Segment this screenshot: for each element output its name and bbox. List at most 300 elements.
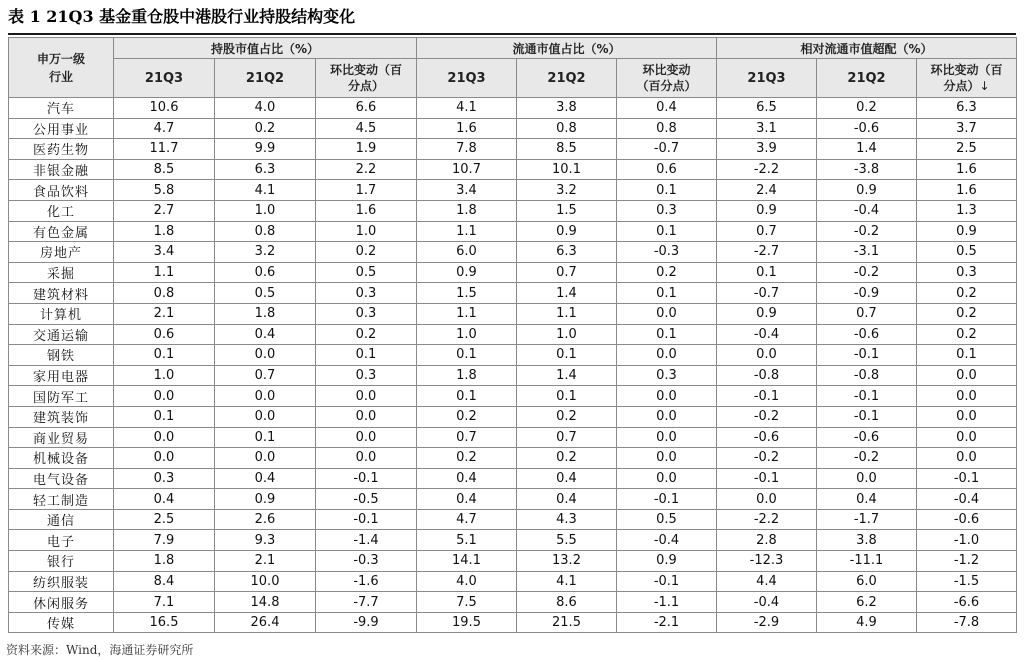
value-cell: -2.1 (617, 612, 717, 633)
table-row (9, 180, 1017, 201)
value-cell: -3.1 (817, 242, 917, 263)
value-cell: 0.0 (717, 345, 817, 366)
value-cell: 0.2 (517, 448, 617, 469)
value-cell: 0.1 (316, 345, 417, 366)
col-change-label: 环比变动（百分点） (330, 63, 403, 93)
value-cell: 1.8 (114, 221, 215, 242)
value-cell: -0.6 (917, 509, 1017, 530)
value-cell: -1.7 (817, 509, 917, 530)
value-cell: 8.5 (114, 159, 215, 180)
value-cell: 0.1 (617, 221, 717, 242)
value-cell: 1.3 (917, 200, 1017, 221)
value-cell: 0.5 (316, 262, 417, 283)
value-cell: 2.5 (114, 509, 215, 530)
value-cell: 1.0 (316, 221, 417, 242)
value-cell: 4.1 (417, 98, 517, 119)
value-cell: 0.4 (517, 468, 617, 489)
table-row (9, 468, 1017, 489)
value-cell: 0.4 (215, 468, 316, 489)
value-cell: 0.0 (617, 448, 717, 469)
source-note: 资料来源：Wind，海通证券研究所 (6, 643, 194, 657)
value-cell: 6.3 (917, 98, 1017, 119)
value-cell: 0.2 (316, 324, 417, 345)
col-q2: 21Q2 (517, 59, 617, 98)
value-cell: 0.8 (215, 221, 316, 242)
value-cell: -0.1 (817, 406, 917, 427)
industry-name: 国防军工 (9, 386, 114, 407)
value-cell: 2.6 (215, 509, 316, 530)
col-q3: 21Q3 (114, 59, 215, 98)
value-cell: 0.9 (717, 303, 817, 324)
value-cell: 7.1 (114, 592, 215, 613)
value-cell: 0.4 (417, 468, 517, 489)
value-cell: 0.3 (617, 200, 717, 221)
value-cell: 0.6 (617, 159, 717, 180)
value-cell: -2.9 (717, 612, 817, 633)
value-cell: -0.1 (717, 468, 817, 489)
value-cell: -2.7 (717, 242, 817, 263)
value-cell: 3.7 (917, 118, 1017, 139)
value-cell: 0.7 (817, 303, 917, 324)
value-cell: 5.1 (417, 530, 517, 551)
value-cell: -1.6 (316, 571, 417, 592)
table-row (9, 242, 1017, 263)
value-cell: -9.9 (316, 612, 417, 633)
value-cell: -1.1 (617, 592, 717, 613)
value-cell: -2.2 (717, 159, 817, 180)
value-cell: -0.2 (817, 448, 917, 469)
value-cell: 1.0 (517, 324, 617, 345)
value-cell: 0.2 (917, 324, 1017, 345)
table-row (9, 592, 1017, 613)
value-cell: 0.2 (316, 242, 417, 263)
table-title: 表 1 21Q3 基金重仓股中港股行业持股结构变化 (8, 7, 356, 26)
value-cell: 1.6 (917, 159, 1017, 180)
value-cell: 7.9 (114, 530, 215, 551)
value-cell: 1.1 (517, 303, 617, 324)
value-cell: 0.1 (917, 345, 1017, 366)
value-cell: 0.4 (617, 98, 717, 119)
value-cell: -2.2 (717, 509, 817, 530)
value-cell: 2.4 (717, 180, 817, 201)
value-cell: 0.9 (917, 221, 1017, 242)
value-cell: -7.7 (316, 592, 417, 613)
value-cell: 0.9 (717, 200, 817, 221)
value-cell: 2.7 (114, 200, 215, 221)
table-row (9, 551, 1017, 572)
value-cell: 2.2 (316, 159, 417, 180)
table-row (9, 448, 1017, 469)
value-cell: 0.0 (617, 406, 717, 427)
value-cell: 0.9 (617, 551, 717, 572)
value-cell: 0.0 (114, 427, 215, 448)
table-row (9, 324, 1017, 345)
table-row (9, 612, 1017, 633)
value-cell: 0.2 (417, 448, 517, 469)
value-cell: 1.5 (517, 200, 617, 221)
value-cell: -0.8 (817, 365, 917, 386)
value-cell: -1.4 (316, 530, 417, 551)
table-row (9, 489, 1017, 510)
value-cell: 0.0 (316, 448, 417, 469)
value-cell: 0.3 (316, 365, 417, 386)
value-cell: 0.2 (417, 406, 517, 427)
value-cell: 0.7 (517, 262, 617, 283)
value-cell: -1.5 (917, 571, 1017, 592)
industry-name: 建筑装饰 (9, 406, 114, 427)
value-cell: -0.6 (817, 118, 917, 139)
value-cell: 14.8 (215, 592, 316, 613)
value-cell: 0.0 (316, 406, 417, 427)
table-row (9, 406, 1017, 427)
value-cell: 0.6 (215, 262, 316, 283)
value-cell: -0.7 (617, 139, 717, 160)
value-cell: 10.7 (417, 159, 517, 180)
value-cell: -0.5 (316, 489, 417, 510)
value-cell: 0.8 (114, 283, 215, 304)
value-cell: 0.9 (215, 489, 316, 510)
table-row (9, 345, 1017, 366)
value-cell: 0.1 (417, 345, 517, 366)
value-cell: 0.0 (617, 427, 717, 448)
value-cell: 0.0 (617, 468, 717, 489)
value-cell: 0.8 (617, 118, 717, 139)
value-cell: -0.4 (817, 200, 917, 221)
value-cell: -0.2 (817, 262, 917, 283)
value-cell: -11.1 (817, 551, 917, 572)
value-cell: 21.5 (517, 612, 617, 633)
value-cell: 0.1 (215, 427, 316, 448)
value-cell: 1.4 (517, 283, 617, 304)
value-cell: 9.3 (215, 530, 316, 551)
value-cell: -0.3 (617, 242, 717, 263)
value-cell: 0.7 (717, 221, 817, 242)
value-cell: 3.2 (215, 242, 316, 263)
table-row (9, 427, 1017, 448)
value-cell: 0.1 (717, 262, 817, 283)
value-cell: 2.5 (917, 139, 1017, 160)
value-cell: 0.2 (917, 283, 1017, 304)
value-cell: 0.0 (917, 365, 1017, 386)
value-cell: 4.3 (517, 509, 617, 530)
industry-name: 纺织服装 (9, 571, 114, 592)
industry-name: 计算机 (9, 303, 114, 324)
value-cell: 7.5 (417, 592, 517, 613)
value-cell: 0.7 (215, 365, 316, 386)
value-cell: 0.2 (517, 406, 617, 427)
value-cell: 1.8 (417, 365, 517, 386)
col-change-label: 环比变动（百分点） (636, 63, 697, 93)
value-cell: 0.0 (617, 345, 717, 366)
sort-arrow-icon: ↓ (979, 79, 990, 93)
value-cell: 0.4 (114, 489, 215, 510)
value-cell: 0.0 (316, 427, 417, 448)
value-cell: 3.9 (717, 139, 817, 160)
value-cell: -0.1 (817, 386, 917, 407)
value-cell: 13.2 (517, 551, 617, 572)
value-cell: -0.1 (917, 468, 1017, 489)
col-change-sorted (917, 59, 1017, 98)
value-cell: 0.7 (517, 427, 617, 448)
group-header-holding-share: 持股市值占比（%） (114, 38, 417, 59)
value-cell: 0.4 (417, 489, 517, 510)
value-cell: 14.1 (417, 551, 517, 572)
value-cell: 0.0 (717, 489, 817, 510)
value-cell: 1.6 (917, 180, 1017, 201)
value-cell: 0.4 (817, 489, 917, 510)
industry-name: 钢铁 (9, 345, 114, 366)
value-cell: -0.2 (817, 221, 917, 242)
value-cell: 3.8 (517, 98, 617, 119)
value-cell: 5.8 (114, 180, 215, 201)
industry-name: 银行 (9, 551, 114, 572)
value-cell: 10.0 (215, 571, 316, 592)
value-cell: 1.8 (417, 200, 517, 221)
table-row (9, 98, 1017, 119)
value-cell: 1.7 (316, 180, 417, 201)
table-row (9, 200, 1017, 221)
value-cell: 0.5 (617, 509, 717, 530)
industry-name: 电子 (9, 530, 114, 551)
table-row (9, 139, 1017, 160)
value-cell: 0.0 (215, 386, 316, 407)
value-cell: 0.0 (114, 386, 215, 407)
value-cell: 0.4 (517, 489, 617, 510)
value-cell: 4.5 (316, 118, 417, 139)
value-cell: -0.1 (617, 571, 717, 592)
value-cell: 0.1 (617, 180, 717, 201)
value-cell: 1.6 (417, 118, 517, 139)
value-cell: 6.0 (817, 571, 917, 592)
value-cell: 8.6 (517, 592, 617, 613)
table-row (9, 530, 1017, 551)
value-cell: 10.6 (114, 98, 215, 119)
value-cell: -0.1 (617, 489, 717, 510)
value-cell: 1.1 (417, 303, 517, 324)
value-cell: 8.4 (114, 571, 215, 592)
industry-header: 申万一级行业 (9, 38, 114, 98)
value-cell: 0.4 (215, 324, 316, 345)
value-cell: -1.0 (917, 530, 1017, 551)
value-cell: 1.1 (114, 262, 215, 283)
value-cell: 0.1 (517, 386, 617, 407)
value-cell: 1.4 (517, 365, 617, 386)
value-cell: 6.2 (817, 592, 917, 613)
value-cell: -0.2 (717, 448, 817, 469)
industry-name: 汽车 (9, 98, 114, 119)
value-cell: 1.5 (417, 283, 517, 304)
table-row (9, 159, 1017, 180)
title-rule (8, 33, 1016, 35)
value-cell: 0.0 (917, 386, 1017, 407)
col-change (316, 59, 417, 98)
value-cell: 4.1 (215, 180, 316, 201)
value-cell: -0.6 (817, 427, 917, 448)
value-cell: 6.3 (215, 159, 316, 180)
value-cell: 0.5 (215, 283, 316, 304)
value-cell: 1.4 (817, 139, 917, 160)
value-cell: 4.4 (717, 571, 817, 592)
value-cell: 0.7 (417, 427, 517, 448)
industry-name: 食品饮料 (9, 180, 114, 201)
value-cell: 1.8 (215, 303, 316, 324)
value-cell: 10.1 (517, 159, 617, 180)
value-cell: 0.2 (617, 262, 717, 283)
table-row (9, 118, 1017, 139)
value-cell: -12.3 (717, 551, 817, 572)
table-row (9, 571, 1017, 592)
value-cell: 0.3 (917, 262, 1017, 283)
value-cell: 0.1 (114, 406, 215, 427)
industry-name: 建筑材料 (9, 283, 114, 304)
value-cell: 0.0 (215, 406, 316, 427)
industry-name: 电气设备 (9, 468, 114, 489)
value-cell: 0.1 (617, 324, 717, 345)
value-cell: 0.0 (917, 427, 1017, 448)
value-cell: 0.3 (316, 303, 417, 324)
value-cell: -0.1 (817, 345, 917, 366)
value-cell: -0.3 (316, 551, 417, 572)
value-cell: 4.0 (215, 98, 316, 119)
industry-name: 传媒 (9, 612, 114, 633)
value-cell: 0.3 (617, 365, 717, 386)
col-change-label: 环比变动（百分点） (930, 63, 1003, 93)
col-q3: 21Q3 (417, 59, 517, 98)
group-header-overweight: 相对流通市值超配（%） (717, 38, 1017, 59)
industry-name: 公用事业 (9, 118, 114, 139)
value-cell: 0.1 (617, 283, 717, 304)
value-cell: 6.6 (316, 98, 417, 119)
industry-name: 交通运输 (9, 324, 114, 345)
table-row (9, 365, 1017, 386)
value-cell: -0.7 (717, 283, 817, 304)
value-cell: 3.8 (817, 530, 917, 551)
value-cell: -0.1 (717, 386, 817, 407)
industry-name: 房地产 (9, 242, 114, 263)
value-cell: 7.8 (417, 139, 517, 160)
col-change (617, 59, 717, 98)
value-cell: 9.9 (215, 139, 316, 160)
value-cell: 0.0 (617, 386, 717, 407)
value-cell: -0.4 (917, 489, 1017, 510)
value-cell: 4.0 (417, 571, 517, 592)
value-cell: -0.4 (617, 530, 717, 551)
value-cell: 0.0 (817, 468, 917, 489)
value-cell: -0.1 (316, 509, 417, 530)
value-cell: 0.3 (316, 283, 417, 304)
value-cell: 19.5 (417, 612, 517, 633)
industry-name: 家用电器 (9, 365, 114, 386)
industry-name: 机械设备 (9, 448, 114, 469)
table-row (9, 221, 1017, 242)
value-cell: 0.1 (114, 345, 215, 366)
value-cell: 0.9 (417, 262, 517, 283)
value-cell: 0.9 (517, 221, 617, 242)
value-cell: 4.9 (817, 612, 917, 633)
industry-name: 有色金属 (9, 221, 114, 242)
value-cell: 0.6 (114, 324, 215, 345)
value-cell: 1.6 (316, 200, 417, 221)
value-cell: 0.0 (316, 386, 417, 407)
industry-name: 非银金融 (9, 159, 114, 180)
value-cell: 6.3 (517, 242, 617, 263)
value-cell: 0.9 (817, 180, 917, 201)
industry-name: 商业贸易 (9, 427, 114, 448)
table-row (9, 262, 1017, 283)
value-cell: 16.5 (114, 612, 215, 633)
col-q3: 21Q3 (717, 59, 817, 98)
value-cell: -3.8 (817, 159, 917, 180)
value-cell: 1.9 (316, 139, 417, 160)
value-cell: 3.4 (417, 180, 517, 201)
value-cell: 0.8 (517, 118, 617, 139)
group-header-float-share: 流通市值占比（%） (417, 38, 717, 59)
value-cell: -0.8 (717, 365, 817, 386)
col-q2: 21Q2 (215, 59, 316, 98)
value-cell: 1.1 (417, 221, 517, 242)
value-cell: 0.5 (917, 242, 1017, 263)
value-cell: 0.3 (114, 468, 215, 489)
value-cell: 1.0 (215, 200, 316, 221)
value-cell: 0.0 (617, 303, 717, 324)
value-cell: -0.6 (717, 427, 817, 448)
value-cell: 5.5 (517, 530, 617, 551)
value-cell: 1.0 (114, 365, 215, 386)
industry-name: 采掘 (9, 262, 114, 283)
table-row (9, 303, 1017, 324)
value-cell: 8.5 (517, 139, 617, 160)
value-cell: 0.0 (215, 345, 316, 366)
value-cell: 0.2 (215, 118, 316, 139)
value-cell: 3.2 (517, 180, 617, 201)
table-row (9, 283, 1017, 304)
value-cell: 6.5 (717, 98, 817, 119)
value-cell: -7.8 (917, 612, 1017, 633)
value-cell: -1.2 (917, 551, 1017, 572)
value-cell: 0.2 (917, 303, 1017, 324)
value-cell: 0.1 (417, 386, 517, 407)
value-cell: -0.4 (717, 592, 817, 613)
value-cell: 2.8 (717, 530, 817, 551)
value-cell: 4.1 (517, 571, 617, 592)
industry-name: 休闲服务 (9, 592, 114, 613)
value-cell: 0.1 (517, 345, 617, 366)
value-cell: 0.0 (917, 448, 1017, 469)
value-cell: 1.8 (114, 551, 215, 572)
value-cell: 3.4 (114, 242, 215, 263)
industry-name: 轻工制造 (9, 489, 114, 510)
value-cell: 4.7 (114, 118, 215, 139)
value-cell: 0.0 (917, 406, 1017, 427)
table-row (9, 509, 1017, 530)
value-cell: -0.9 (817, 283, 917, 304)
value-cell: 4.7 (417, 509, 517, 530)
value-cell: -6.6 (917, 592, 1017, 613)
value-cell: -0.6 (817, 324, 917, 345)
value-cell: 0.0 (114, 448, 215, 469)
value-cell: 6.0 (417, 242, 517, 263)
value-cell: 1.0 (417, 324, 517, 345)
industry-holdings-table (8, 37, 1017, 633)
industry-name: 通信 (9, 509, 114, 530)
value-cell: 2.1 (114, 303, 215, 324)
value-cell: -0.4 (717, 324, 817, 345)
value-cell: -0.2 (717, 406, 817, 427)
industry-name: 医药生物 (9, 139, 114, 160)
table-row (9, 386, 1017, 407)
value-cell: 3.1 (717, 118, 817, 139)
value-cell: 2.1 (215, 551, 316, 572)
